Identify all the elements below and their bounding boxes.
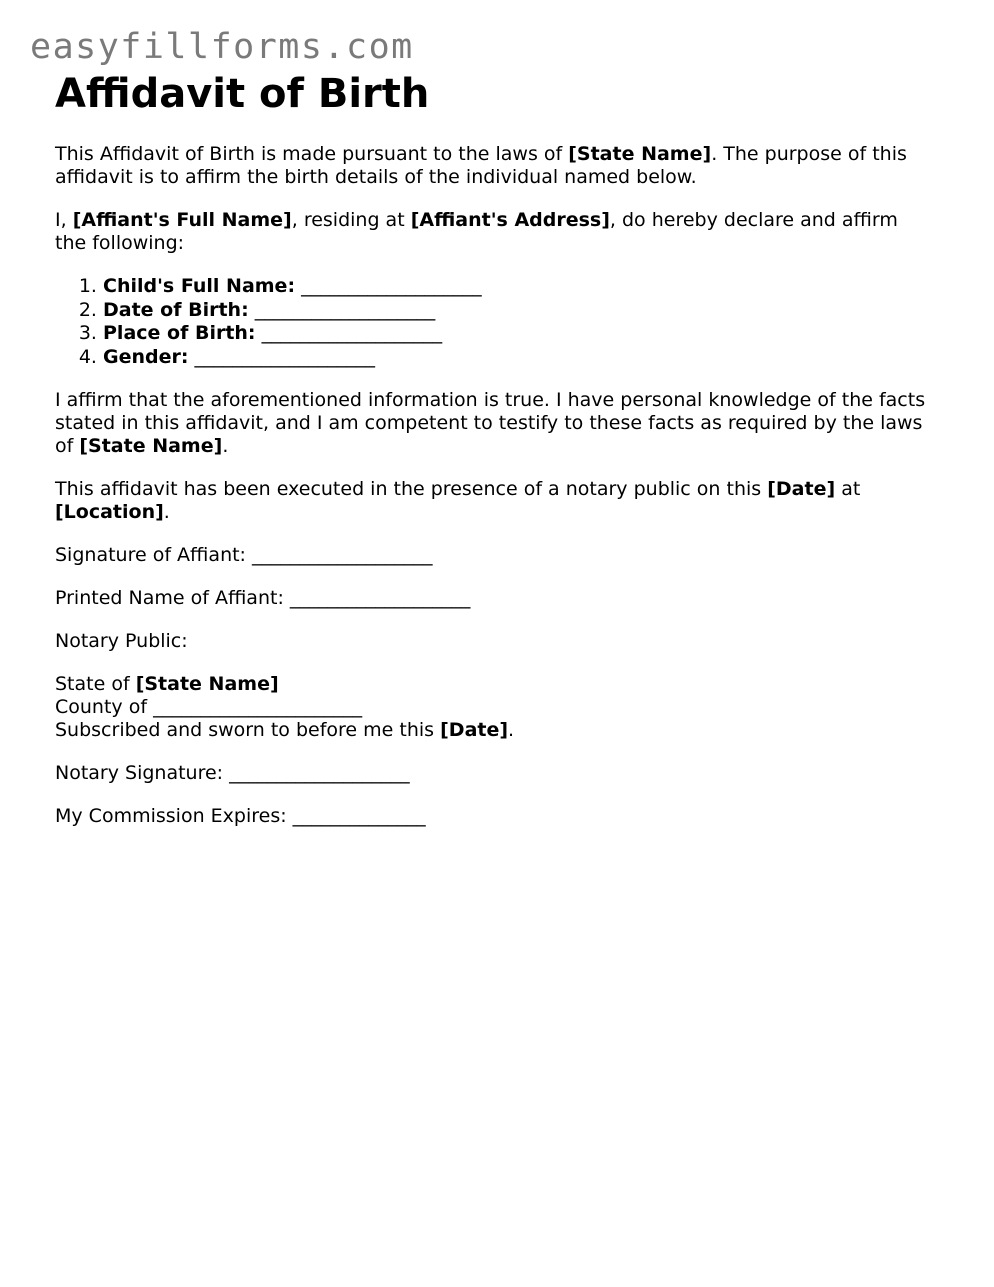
commission-expires-field[interactable]: ______________ [292, 805, 426, 827]
commission-expires-label: My Commission Expires: [55, 805, 287, 827]
birth-details-list [55, 275, 935, 369]
notary-state-pre: State of [55, 673, 136, 695]
affiant-signature-field[interactable]: ___________________ [252, 544, 433, 566]
execution-text-pre: This affidavit has been executed in the presence of a notary public on this [55, 478, 768, 500]
notary-signature-label: Notary Signature: [55, 762, 224, 784]
execution-text-post: . [163, 501, 170, 523]
affirmation-text-pre: I affirm that the aforementioned information is true. I have personal knowledge of the facts stated in this affidavit, and I am competent to testify to these facts as required by the laws of [55, 389, 926, 457]
list-item-place-of-birth [103, 322, 935, 346]
execution-paragraph [55, 478, 935, 524]
notary-county-label: County of [55, 696, 148, 718]
notary-county-field[interactable]: ______________________ [153, 696, 363, 718]
notary-sworn-pre: Subscribed and sworn to before me this [55, 719, 441, 741]
affirmation-paragraph [55, 389, 935, 458]
affiant-signature-line [55, 544, 935, 567]
printed-name-label: Printed Name of Affiant: [55, 587, 284, 609]
declaration-text-mid: , residing at [291, 209, 411, 231]
place-of-birth-label: Place of Birth: [103, 322, 256, 344]
document-body [55, 70, 935, 828]
affirmation-state-placeholder: [State Name] [79, 435, 223, 457]
document-title: Affidavit of Birth [55, 71, 430, 117]
list-item-gender [103, 346, 935, 370]
notary-state-placeholder: [State Name] [135, 673, 279, 695]
declaration-paragraph [55, 209, 935, 255]
intro-state-placeholder: [State Name] [568, 143, 712, 165]
child-name-field[interactable]: ___________________ [301, 275, 482, 297]
list-item-child-name [103, 275, 935, 299]
notary-county-line [55, 696, 362, 718]
execution-date-placeholder: [Date] [767, 478, 836, 500]
list-item-date-of-birth [103, 299, 935, 323]
notary-signature-line [55, 762, 935, 785]
notary-sworn-post: . [508, 719, 515, 741]
notary-block [55, 673, 935, 742]
watermark-logo: easyfillforms.com [30, 27, 414, 67]
affirmation-text-post: . [222, 435, 229, 457]
commission-expires-line [55, 805, 935, 828]
gender-label: Gender: [103, 345, 189, 368]
notary-sworn-line [55, 719, 514, 741]
notary-heading: Notary Public: [55, 630, 188, 652]
printed-name-line [55, 587, 935, 610]
notary-state-line [55, 673, 279, 695]
execution-location-placeholder: [Location] [55, 501, 164, 523]
date-of-birth-field[interactable]: ___________________ [254, 298, 436, 321]
execution-text-mid: at [835, 478, 861, 500]
affiant-address-placeholder: [Affiant's Address] [410, 209, 610, 231]
affiant-name-placeholder: [Affiant's Full Name] [72, 209, 292, 231]
intro-text-post: . The purpose of this affidavit is to affirm the birth details of the individual named below. [55, 143, 907, 188]
declaration-text-pre: I, [55, 209, 73, 231]
intro-paragraph [55, 143, 935, 189]
child-name-label: Child's Full Name: [103, 275, 296, 297]
affiant-signature-label: Signature of Affiant: [55, 544, 246, 566]
intro-text-pre: This Affidavit of Birth is made pursuant to the laws of [55, 143, 569, 165]
date-of-birth-label: Date of Birth: [103, 298, 249, 321]
printed-name-field[interactable]: ___________________ [289, 587, 471, 609]
gender-field[interactable]: ___________________ [194, 345, 376, 368]
place-of-birth-field[interactable]: ___________________ [261, 322, 443, 344]
notary-signature-field[interactable]: ___________________ [229, 762, 410, 784]
notary-sworn-date-placeholder: [Date] [440, 719, 509, 741]
declaration-text-post: , do hereby declare and affirm the following: [55, 209, 898, 254]
